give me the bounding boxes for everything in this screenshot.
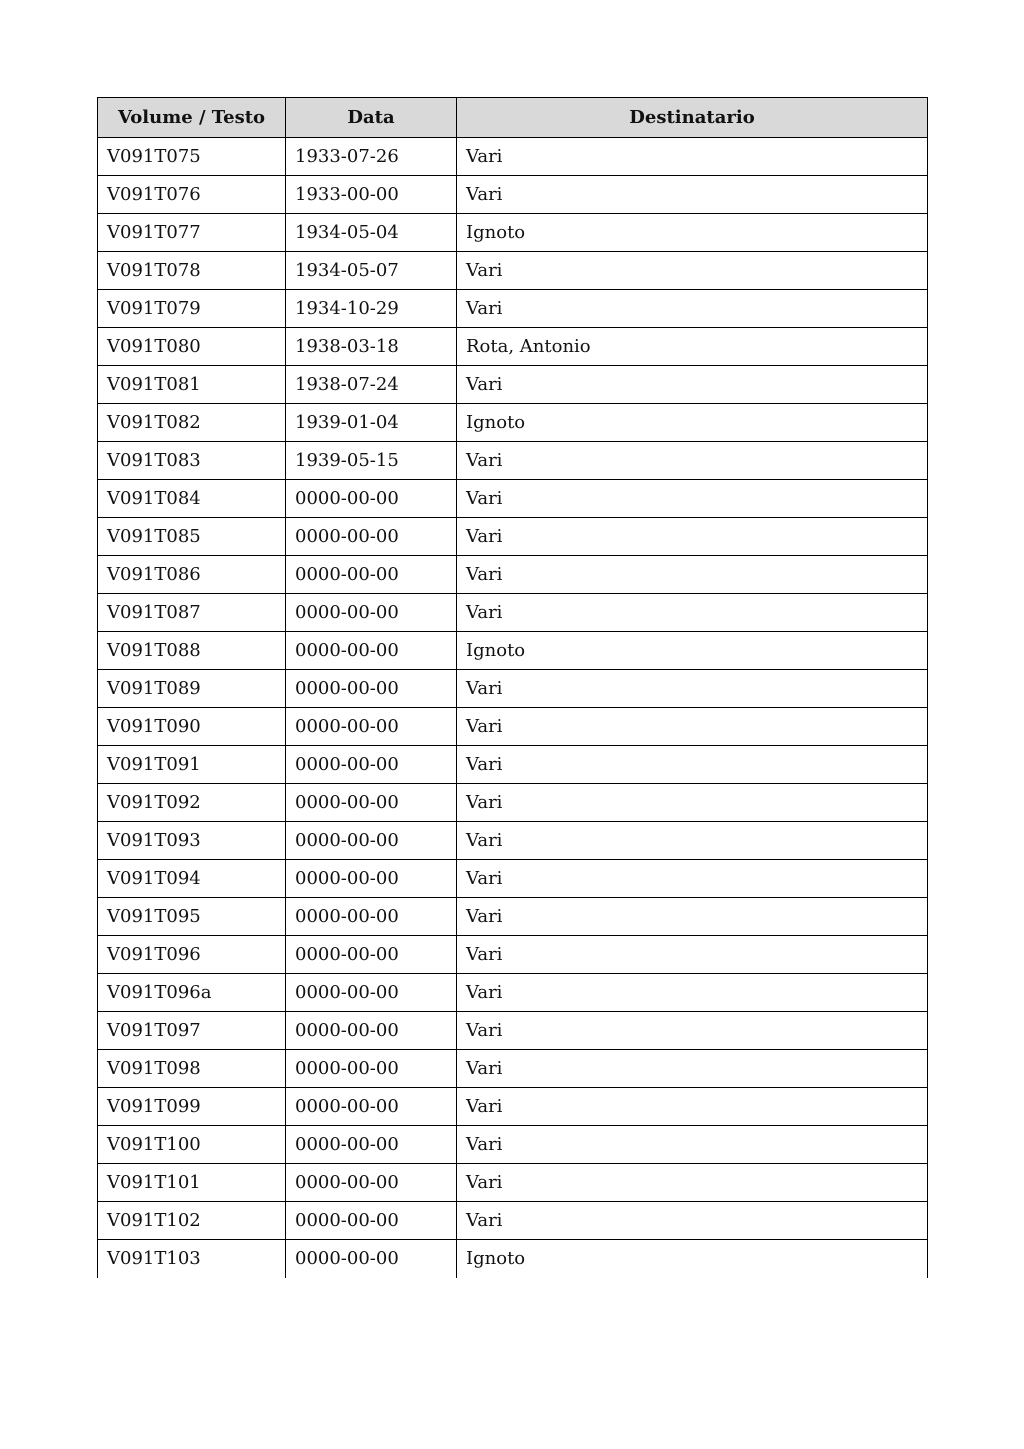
table-row [98, 518, 928, 556]
table-row [98, 1126, 928, 1164]
table-row [98, 1202, 928, 1240]
cell-destinatario: Ignoto [457, 404, 928, 442]
table-row [98, 594, 928, 632]
cell-data: 0000-00-00 [286, 1240, 457, 1278]
cell-destinatario: Vari [457, 556, 928, 594]
cell-data: 0000-00-00 [286, 594, 457, 632]
table-row [98, 1164, 928, 1202]
cell-destinatario: Vari [457, 708, 928, 746]
column-header-destinatario: Destinatario [457, 98, 928, 138]
table-row [98, 860, 928, 898]
table-row [98, 746, 928, 784]
cell-volume-testo: V091T092 [98, 784, 286, 822]
cell-destinatario: Vari [457, 366, 928, 404]
cell-data: 1939-05-15 [286, 442, 457, 480]
cell-destinatario: Vari [457, 784, 928, 822]
cell-data: 0000-00-00 [286, 860, 457, 898]
table-row [98, 632, 928, 670]
cell-volume-testo: V091T079 [98, 290, 286, 328]
cell-volume-testo: V091T083 [98, 442, 286, 480]
cell-data: 0000-00-00 [286, 822, 457, 860]
cell-destinatario: Vari [457, 1126, 928, 1164]
cell-destinatario: Ignoto [457, 1240, 928, 1278]
table-row [98, 404, 928, 442]
cell-destinatario: Vari [457, 1050, 928, 1088]
cell-volume-testo: V091T093 [98, 822, 286, 860]
cell-volume-testo: V091T080 [98, 328, 286, 366]
table-header [98, 98, 928, 138]
cell-data: 0000-00-00 [286, 1202, 457, 1240]
table-row [98, 366, 928, 404]
cell-volume-testo: V091T084 [98, 480, 286, 518]
cell-data: 0000-00-00 [286, 708, 457, 746]
cell-volume-testo: V091T085 [98, 518, 286, 556]
cell-destinatario: Vari [457, 860, 928, 898]
table-row [98, 290, 928, 328]
cell-destinatario: Vari [457, 898, 928, 936]
cell-destinatario: Vari [457, 290, 928, 328]
table-row [98, 214, 928, 252]
cell-volume-testo: V091T089 [98, 670, 286, 708]
cell-data: 0000-00-00 [286, 1126, 457, 1164]
table-row [98, 784, 928, 822]
table-row [98, 176, 928, 214]
cell-volume-testo: V091T098 [98, 1050, 286, 1088]
cell-volume-testo: V091T099 [98, 1088, 286, 1126]
cell-data: 1938-07-24 [286, 366, 457, 404]
cell-data: 1933-07-26 [286, 138, 457, 176]
table-row [98, 708, 928, 746]
cell-destinatario: Vari [457, 746, 928, 784]
cell-destinatario: Vari [457, 480, 928, 518]
cell-data: 0000-00-00 [286, 480, 457, 518]
cell-destinatario: Vari [457, 822, 928, 860]
cell-volume-testo: V091T095 [98, 898, 286, 936]
cell-volume-testo: V091T088 [98, 632, 286, 670]
cell-destinatario: Vari [457, 594, 928, 632]
cell-data: 0000-00-00 [286, 974, 457, 1012]
table-row [98, 252, 928, 290]
table-row [98, 898, 928, 936]
cell-volume-testo: V091T096 [98, 936, 286, 974]
cell-data: 0000-00-00 [286, 632, 457, 670]
cell-data: 0000-00-00 [286, 746, 457, 784]
cell-volume-testo: V091T100 [98, 1126, 286, 1164]
cell-volume-testo: V091T103 [98, 1240, 286, 1278]
table-row [98, 328, 928, 366]
cell-volume-testo: V091T086 [98, 556, 286, 594]
table-row [98, 936, 928, 974]
table-row [98, 480, 928, 518]
cell-data: 1934-10-29 [286, 290, 457, 328]
cell-destinatario: Ignoto [457, 214, 928, 252]
cell-destinatario: Vari [457, 1202, 928, 1240]
cell-volume-testo: V091T102 [98, 1202, 286, 1240]
cell-volume-testo: V091T097 [98, 1012, 286, 1050]
cell-volume-testo: V091T087 [98, 594, 286, 632]
cell-volume-testo: V091T081 [98, 366, 286, 404]
cell-data: 0000-00-00 [286, 898, 457, 936]
table-row [98, 822, 928, 860]
cell-destinatario: Vari [457, 1088, 928, 1126]
cell-data: 0000-00-00 [286, 556, 457, 594]
table-body [98, 138, 928, 1278]
cell-volume-testo: V091T076 [98, 176, 286, 214]
table-row [98, 670, 928, 708]
cell-data: 1934-05-07 [286, 252, 457, 290]
cell-destinatario: Vari [457, 974, 928, 1012]
cell-destinatario: Ignoto [457, 632, 928, 670]
cell-destinatario: Vari [457, 1164, 928, 1202]
cell-data: 1938-03-18 [286, 328, 457, 366]
cell-data: 1934-05-04 [286, 214, 457, 252]
column-header-volume-testo: Volume / Testo [98, 98, 286, 138]
column-header-data: Data [286, 98, 457, 138]
cell-volume-testo: V091T082 [98, 404, 286, 442]
cell-volume-testo: V091T094 [98, 860, 286, 898]
cell-data: 0000-00-00 [286, 670, 457, 708]
cell-volume-testo: V091T090 [98, 708, 286, 746]
cell-data: 0000-00-00 [286, 936, 457, 974]
table-row [98, 1012, 928, 1050]
cell-data: 1939-01-04 [286, 404, 457, 442]
table-row [98, 974, 928, 1012]
cell-destinatario: Vari [457, 252, 928, 290]
cell-destinatario: Vari [457, 670, 928, 708]
cell-data: 0000-00-00 [286, 784, 457, 822]
cell-destinatario: Vari [457, 518, 928, 556]
cell-volume-testo: V091T075 [98, 138, 286, 176]
cell-volume-testo: V091T077 [98, 214, 286, 252]
table-row [98, 1088, 928, 1126]
cell-data: 1933-00-00 [286, 176, 457, 214]
cell-destinatario: Vari [457, 442, 928, 480]
table-row [98, 1240, 928, 1278]
cell-destinatario: Vari [457, 138, 928, 176]
table-row [98, 1050, 928, 1088]
cell-data: 0000-00-00 [286, 1164, 457, 1202]
cell-volume-testo: V091T096a [98, 974, 286, 1012]
table-row [98, 138, 928, 176]
cell-data: 0000-00-00 [286, 1088, 457, 1126]
letters-index-table [97, 97, 928, 1278]
table-row [98, 556, 928, 594]
header-row [98, 98, 928, 138]
cell-destinatario: Vari [457, 176, 928, 214]
cell-volume-testo: V091T091 [98, 746, 286, 784]
cell-data: 0000-00-00 [286, 518, 457, 556]
cell-data: 0000-00-00 [286, 1012, 457, 1050]
cell-volume-testo: V091T078 [98, 252, 286, 290]
cell-destinatario: Vari [457, 936, 928, 974]
table-row [98, 442, 928, 480]
cell-volume-testo: V091T101 [98, 1164, 286, 1202]
cell-data: 0000-00-00 [286, 1050, 457, 1088]
cell-destinatario: Vari [457, 1012, 928, 1050]
cell-destinatario: Rota, Antonio [457, 328, 928, 366]
